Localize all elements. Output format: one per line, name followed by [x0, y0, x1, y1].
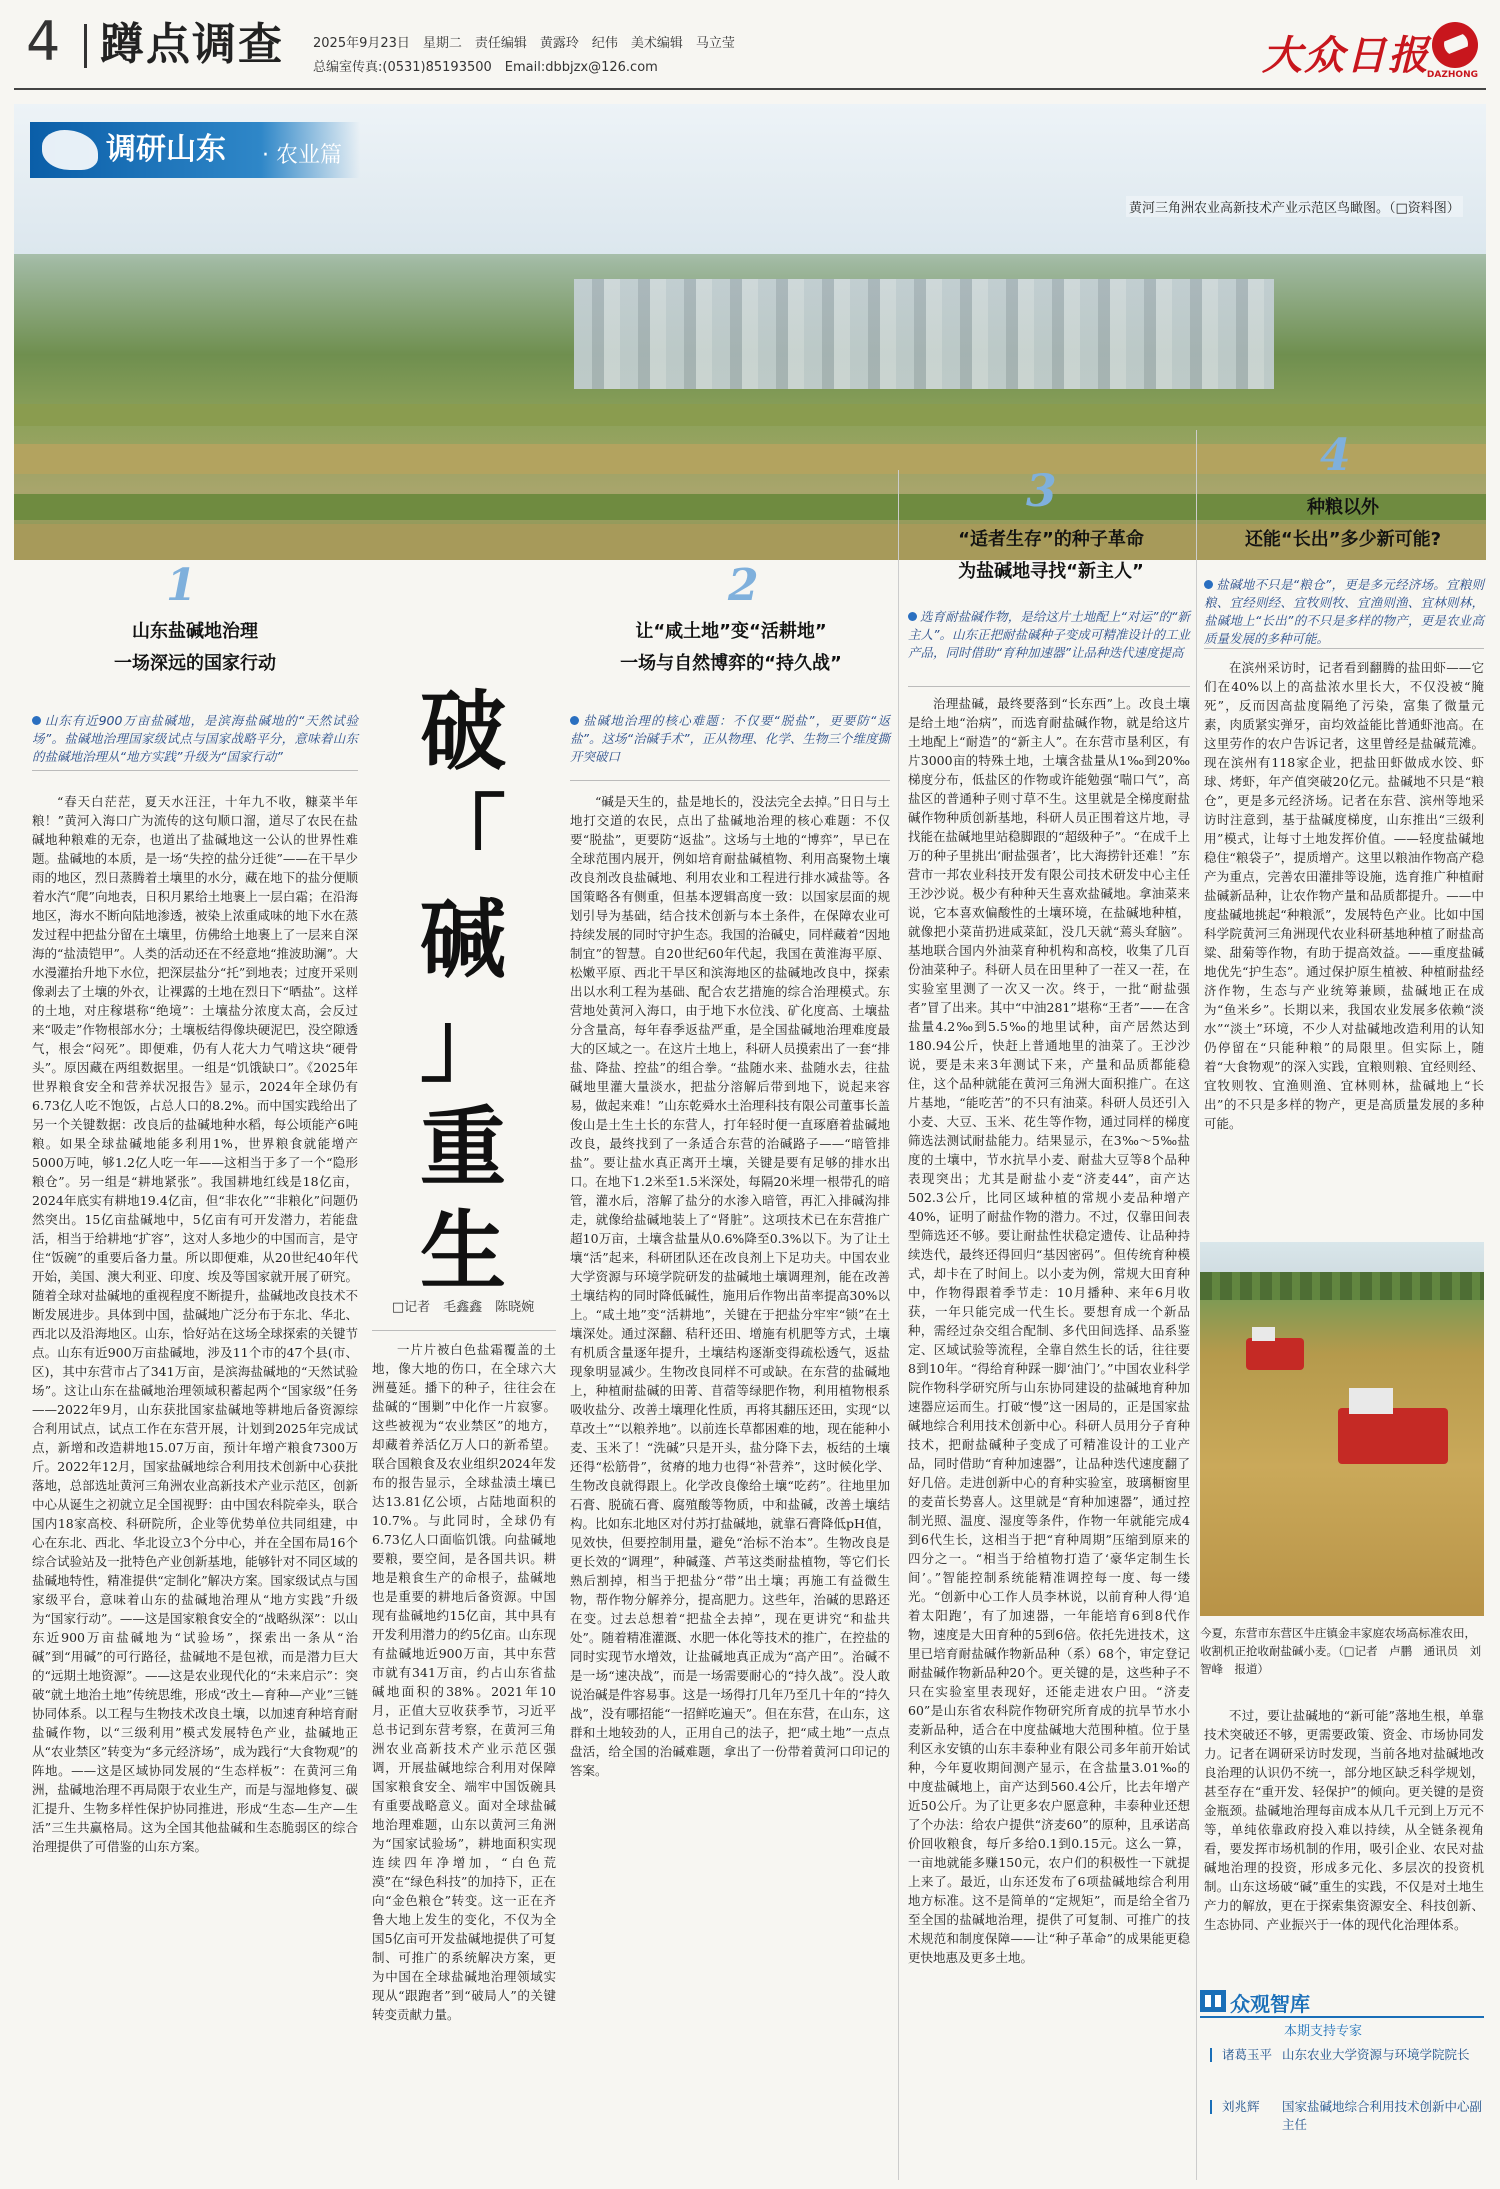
photo-caption: 黄河三角洲农业高新技术产业示范区鸟瞰图。（□资料图） [1126, 196, 1463, 217]
expert-marker [1210, 2048, 1212, 2062]
section-heading [906, 524, 1196, 588]
logo-subtext: DAZHONG [1426, 70, 1478, 80]
heading-line: 为盐碱地寻找“新主人” [958, 561, 1144, 582]
lead-bullet-icon [570, 716, 579, 725]
article-column [1204, 658, 1484, 1236]
expert-role: 国家盐碱地综合利用技术创新中心副主任 [1282, 2099, 1483, 2132]
lead-bullet-icon [32, 716, 41, 725]
date-editor-line: 2025年9月23日 星期二 责任编辑 黄露玲 纪伟 美术编辑 马立莹 [313, 36, 735, 51]
photo-city [574, 279, 1274, 389]
section-lead [570, 712, 890, 766]
section-heading [566, 616, 896, 680]
header-rule [14, 88, 1486, 90]
lead-text: 选育耐盐碱作物，是给这片土地配上“对运”的“新主人”。山东正把耐盐碱种子变成可精准设计的工业产品，同时借助“育种加速器”让品种迭代速度提高 [908, 609, 1190, 660]
expert-name: 诸葛玉平 [1222, 2047, 1273, 2062]
photo-caption: 今夏，东营市东营区牛庄镇金丰家庭农场高标准农田，收割机正抢收耐盐碱小麦。（□记者 卢鹏 通讯员 刘智峰 报道） [1200, 1626, 1482, 1676]
article-column [908, 694, 1190, 2180]
page-header [0, 0, 1500, 88]
column-text: 治理盐碱，最终要落到“长东西”上。改良土壤是给土地“治病”，而选育耐盐碱作物，就是给这片土地配上“耐造”的“新主人”。在东营市垦利区，有片3000亩的特殊土地，土壤含盐量从1‰到20‰梯度分布，低盐区的作物或许能勉强“喘口气”，高盐区的普通种子则寸草不生。这里就是全梯度耐盐碱作物种质创新基地，科研人员正围着这片地，寻找能在盐碱地里站稳脚跟的“超级种子”。“在成千上万的种子里挑出‘耐盐强者’，比大海捞针还难！”东营市一邦农业科技开发有限公司技术研发中心主任王沙沙说。极少有种种天生喜欢盐碱地。拿油菜来说，它本喜欢偏酸性的土壤环境，在盐碱地种植，就像把小菜苗扔进咸菜缸，没几天就“蔫头耷脑”。基地联合国内外油菜育种机构和高校，收集了几百份油菜种子。科研人员在田里种了一茬又一茬，在实验室里测了一次又一次。终于，一批“耐盐强者”冒了出来。其中“中油281”堪称“王者”——在含盐量4.2‰到5.5‰的地里试种，亩产居然达到180.94公斤，快赶上普通地里的油菜了。王沙沙说，要是未来3年测试下来，产量和品质都能稳住，这个品种就能在黄河三角洲大面积推广。在这片基地，“能吃苦”的不只有油菜。科研人员还引入小麦、大豆、玉米、花生等作物，通过同样的梯度筛选法测试耐盐能力。结果显示，在3‰～5‰盐度的土壤中，节水抗旱小麦、耐盐大豆等8个品种表现突出；尤其是耐盐小麦“济麦44”，亩产达502.3公斤，比同区域种植的常规小麦品种增产40%，证明了耐盐作物的潜力。不过，仅靠田间表型筛选还不够。要让耐盐性状稳定遗传、让品种持续迭代，最终还得回归“基因密码”。但传统育种模式，却卡在了时间上。以小麦为例，常规大田育种中，作物得跟着季节走：10月播种、来年6月收获，一年只能完成一代生长。要想育成一个新品种，需经过杂交组合配制、多代田间选择、品系鉴定、区域试验等流程，全靠自然生长的话，往往要8到10年。“得给育种踩一脚‘油门’。”中国农业科学院作物科学研究所与山东协同建设的盐碱地育种加速器应运而生。打破“慢”这一困局的，正是国家盐碱地综合利用技术创新中心。科研人员用分子育种技术，把耐盐碱种子变成了可精准设计的工业产品，同时借助“育种加速器”，让品种迭代速度翻了好几倍。走进创新中心的育种实验室，玻璃橱窗里的麦苗长势喜人。这里就是“育种加速器”，通过控制光照、温度、湿度等条件，作物一年就能完成4到6代生长，这相当于把“育种周期”压缩到原来的四分之一。“相当于给植物打造了‘豪华定制生长间’。”智能控制系统能精准调控每一度、每一缕光。“创新中心工作人员李林说，以前育种人得‘追着太阳跑’，有了加速器，一年能培育6到8代作物，速度是大田育种的5到6倍。依托先进技术，这里已培育耐盐碱作物新品种（系）68个，审定登记耐盐碱作物新品种20个。更关键的是，这些种子不只在实验室里表现好，还能走进农户田。“济麦60”是山东省农科院作物研究所育成的抗旱节水小麦新品种，适合在中度盐碱地大范围种植。位于垦利区永安镇的山东丰泰种业有限公司多年前开始试种，今年夏收期间测产显示，在含盐量3.01‰的中度盐碱地上，亩产达到560.4公斤，比去年增产近50公斤。为了让更多农户愿意种，丰泰种业还想了个办法：给农户提供“济麦60”的原种，且承诺高价回收粮食，每斤多给0.1到0.15元。这么一算，一亩地就能多赚150元，农户们的积极性一下就提上来了。最近，山东还发布了6项盐碱地综合利用地方标准。这不是简单的“定规矩”，而是给全省乃至全国的盐碱地治理，提供了可复制、可推广的技术规范和制度保障——让“种子革命”的成果能更稳更快地惠及更多土地。 [908, 696, 1190, 1965]
expert-role: 山东农业大学资源与环境学院院长 [1282, 2047, 1470, 2062]
section-lead [908, 608, 1190, 662]
section-title: 蹲点调查 [100, 19, 284, 70]
lead-rule [570, 780, 890, 781]
harvest-photo [1200, 1242, 1484, 1616]
title-char: 破 [420, 682, 506, 782]
think-tank-rule [1200, 2016, 1484, 2018]
column-text: “碱是天生的，盐是地长的，没法完全去掉。”日日与土地打交道的农民，点出了盐碱地治理的核心难题：不仅要“脱盐”，更要防“返盐”。这场与土地的“博弈”，早已在全球范围内展开，例如培育耐盐碱植物、利用高聚物土壤改良剂改良盐碱地、利用农业和工程进行排水减盐等。各国策略各有侧重，但基本逻辑高度一致：以国家层面的规划引导为基础，结合技术创新与本土条件，在保障农业可持续发展的同时守护生态。我国的治碱史，同样藏着“因地制宜”的智慧。自20世纪60年代起，我国在黄淮海平原、松嫩平原、西北干旱区和滨海地区的盐碱地改良中，探索出以水利工程为基础、配合农艺措施的综合治理模式。东营地处黄河入海口，由于地下水位浅、矿化度高、土壤盐分含量高，每年春季返盐严重，是全国盐碱地治理难度最大的区域之一。在这片土地上，科研人员摸索出了一套“排盐、降盐、控盐”的组合拳。“盐随水来、盐随水去，往盐碱地里灌大量淡水，把盐分溶解后带到地下，说起来容易，做起来难！”山东乾舜水土治理科技有限公司董事长盖俊山是土生土长的东营人，打年轻时便一直琢磨着盐碱地改良，最终找到了一条适合东营的治碱路子——“暗管排盐”。要让盐水真正离开土壤，关键是要有足够的排水出口。在地下1.2米至1.5米深处，每隔20米埋一根带孔的暗管，灌水后，溶解了盐分的水渗入暗管，再汇入排碱沟排走，就像给盐碱地装上了“肾脏”。这项技术已在东营推广超10万亩，土壤含盐量从0.6%降至0.3%以下。为了让土壤“活”起来，科研团队还在改良剂上下足功夫。中国农业大学资源与环境学院研发的盐碱地土壤调理剂，能在改善土壤结构的同时降低碱性，施用后作物出苗率提高30%以上。“咸土地”变“活耕地”，关键在于把盐分牢牢“锁”在土壤深处。通过深翻、秸秆还田、增施有机肥等方式，土壤有机质含量逐年提升，土壤结构逐渐变得疏松透气，返盐现象明显减少。生物改良同样不可或缺。在东营的盐碱地上，种植耐盐碱的田菁、苜蓿等绿肥作物，利用植物根系吸收盐分、改善土壤理化性质，再将其翻压还田，实现“以草改土”“以粮养地”。以前连长草都困难的地，现在能种小麦、玉米了！“洗碱”只是开头，盐分降下去，板结的土壤还得“松筋骨”，贫瘠的地力也得“补营养”，这时候化学、生物改良就得跟上。化学改良像给土壤“吃药”。往地里加石膏、脱硫石膏、腐殖酸等物质，中和盐碱，改善土壤结构。比如东北地区对付苏打盐碱地，就靠石膏降低pH值，见效快，但要控制用量，避免“治标不治本”。生物改良是更长效的“调理”，种碱蓬、芦苇这类耐盐植物，等它们长熟后割掉，相当于把盐分“带”出土壤；再施工有益微生物，帮作物分解养分，提高肥力。这些年，治碱的思路还在变。过去总想着“把盐全去掉”，现在更讲究“和盐共处”。随着精准灌溉、水肥一体化等技术的推广，在控盐的同时实现节水增效，让盐碱地真正成为“高产田”。治碱不是一场“速决战”，而是一场需要耐心的“持久战”。没人敢说治碱是件容易事。这是一场得打几年乃至几十年的“持久战”，没有哪招能“一招鲜吃遍天”。但在东营，在山东，这群和土地较劲的人，正用自己的法子，把“咸土地”一点点盘活，给全国的治碱难题，拿出了一份带着黄河口印记的答案。 [570, 794, 890, 1778]
lead-bullet-icon [908, 612, 917, 621]
section-number: 3 [1026, 466, 1057, 517]
think-tank-icon [1200, 1990, 1226, 2012]
section-lead [32, 712, 358, 766]
think-tank-title: 众观智库 [1230, 1992, 1310, 2016]
shandong-map-icon [42, 130, 98, 170]
title-char: 碱 [420, 890, 506, 990]
column-divider [898, 470, 899, 2180]
title-char: 生 [420, 1202, 506, 1302]
lead-rule [32, 770, 358, 771]
lead-rule [908, 686, 1190, 687]
banner-title: 调研山东 [106, 132, 226, 167]
article-column [570, 792, 890, 2180]
section-lead [1204, 576, 1484, 648]
column-text: “春天白茫茫，夏天水汪汪，十年九不收，糠菜半年粮！”黄河入海口广为流传的这句顺口溜，道尽了农民在盐碱地种粮难的无奈，也道出了盐碱地这一公认的世界性难题。盐碱地的本质，是一场“失控的盐分迁徙”——在干旱少雨的地区，烈日蒸腾着土壤里的水分，藏在地下的盐分便顺着水汽“爬”向地表，日积月累给土地裹上一层白霜；在沿海地区，海水不断向陆地渗透，被染上浓重咸味的地下水在蒸发过程中把盐分留在土壤里，仿佛给土地裹上了一层来自深海的“盐渍铠甲”。人类的活动还在不经意地“推波助澜”。大水漫灌抬升地下水位，把深层盐分“托”到地表；过度开采则像剥去了土壤的外衣，让裸露的土地在烈日下“晒盐”。这样的土地，对庄稼堪称“绝境”：土壤盐分浓度太高，会反过来“吸走”作物根部水分；土壤板结得像块硬泥巴，没空隙透气，根会“闷死”。即便难，仍有人花大力气啃这块“硬骨头”。原因藏在两组数据里。一组是“饥饿缺口”。《2025年世界粮食安全和营养状况报告》显示，2024年全球仍有6.73亿人吃不饱饭，占总人口的8.2%。而中国实践给出了另一个关键数据：改良后的盐碱地种水稻，每公顷能产6吨粮。如果全球盐碱地能多利用1%，世界粮食就能增产5000万吨，够1.2亿人吃一年——这相当于多了一个“隐形粮仓”。另一组是“耕地紧张”。我国耕地红线是18亿亩，2024年底实有耕地19.4亿亩，但“非农化”“非粮化”问题仍然突出。15亿亩盐碱地中，5亿亩有可开发潜力，若能盘活，相当于给耕地“扩容”，这对人多地少的中国而言，是守住“饭碗”的重要后备力量。所以即便难，从20世纪40年代开始，美国、澳大利亚、印度、埃及等国家就开展了研究。随着全球对盐碱地的重视程度不断提升，盐碱地改良技术不断发展进步。具体到中国，盐碱地广泛分布于东北、华北、西北以及沿海地区。山东，恰好站在这场全球探索的关键节点。山东有近900万亩盐碱地，涉及11个市的47个县(市、区)，其中东营市占了341万亩，是滨海盐碱地的“天然试验场”。这让山东在盐碱地治理领域积蓄起两个“国家级”任务——2022年9月，山东获批国家盐碱地等耕地后备资源综合利用试点，试点工作在东营开展，计划到2025年完成试点，新增和改造耕地15.07万亩，预计年增产粮食7300万斤。2022年12月，国家盐碱地综合利用技术创新中心获批落地，总部选址黄河三角洲农业高新技术产业示范区，创新中心从诞生之初就立足全国视野：由中国农科院牵头，联合国内18家高校、科研院所，企业等优势单位共同组建，中心在东北、西北、华北设立3个分中心，并在全国布局16个综合试验站及一批特色产业创新基地，能够针对不同区域的盐碱地特性，精准提供“定制化”解决方案。国家级试点与国家级平台，意味着山东的盐碱地治理从“地方实践”升级为“国家行动”。——这是国家粮食安全的“战略纵深”：以山东近900万亩盐碱地为“试验场”，探索出一条从“治碱”到“用碱”的可行路径，盐碱地不是包袱，而是潜力巨大的“远期土地资源”。——这是农业现代化的“未来启示”：突破“就土地治土地”传统思维，形成“改土—育种—产业”三链协同体系。以工程与生物技术改良土壤，以加速育种培育耐盐碱作物，以“三级利用”模式发展特色产业，盐碱地正从“农业禁区”转变为“多元经济场”，成为践行“大食物观”的阵地。——这是区域协同发展的“生态样板”：在黄河三角洲，盐碱地治理不再局限于农业生产，而是与湿地修复、碳汇提升、生物多样性保护协同推进，形成“生态—生产—生活”三生共赢格局。这为全国其他盐碱和生态脆弱区的综合治理提供了可借鉴的山东方案。 [32, 794, 358, 1854]
header-divider [84, 24, 87, 68]
think-tank-subtitle: 本期支持专家 [1284, 2024, 1363, 2039]
logo-icon [1432, 22, 1478, 68]
section-heading [1200, 492, 1486, 556]
article-column [32, 792, 358, 2180]
expert-name: 刘兆辉 [1222, 2099, 1260, 2114]
lead-text: 山东有近900万亩盐碱地，是滨海盐碱地的“天然试验场”。盐碱地治理国家级试点与国家战略平分，意味着山东的盐碱地治理从“地方实践”升级为“国家行动” [32, 713, 358, 764]
page-number: 4 [26, 10, 61, 73]
section-heading [30, 616, 360, 680]
title-char: 」 [420, 994, 506, 1094]
byline-rule [372, 1330, 556, 1331]
contact-line: 总编室传真:(0531)85193500 Email:dbbjzx@126.com [313, 60, 658, 75]
column-text: 不过，要让盐碱地的“新可能”落地生根，单靠技术突破还不够，更需要政策、资金、市场协同发力。记者在调研采访时发现，当前各地对盐碱地改良治理的认识仍不统一，部分地区缺乏科学规划，甚至存在“重开发、轻保护”的倾向。更关键的是资金瓶颈。盐碱地治理每亩成本从几千元到上万元不等，单纯依靠政府投入难以持续，从全链条视角看，要发挥市场机制的作用，吸引企业、农民对盐碱地治理的投资，形成多元化、多层次的投资机制。山东这场破“碱”重生的实践，不仅是对土地生产力的解放，更在于探索集资源安全、科技创新、生态协同、产业振兴于一体的现代化治理体系。 [1204, 1708, 1484, 1932]
lead-text: 盐碱地治理的核心难题：不仅要“脱盐”，更要防“返盐”。这场“治碱手术”，正从物理、化学、生物三个维度撕开突破口 [570, 713, 890, 764]
heading-line: 一场与自然博弈的“持久战” [620, 653, 842, 674]
column-text: 在滨州采访时，记者看到翻腾的盐田虾——它们在40%以上的高盐浓水里长大，不仅没被“腌死”，反而因高盐度隔绝了污染，富集了微量元素，肉质紧实弹牙，亩均效益能比普通虾池高。在这里劳作的农户告诉记者，这里曾经是盐碱荒滩。现在滨州有118家企业，把盐田虾做成水饺、虾球、烤虾，年产值突破20亿元。盐碱地不只是“粮仓”，更是多元经济场。记者在东营、滨州等地采访时注意到，基于盐碱度梯度，山东推出“三级利用”模式，让每寸土地发挥价值。——轻度盐碱地稳住“粮袋子”，提质增产。这里以粮油作物高产稳产为重点，完善农田灌排等设施，选育推广种植耐盐碱新品种，让农作物产量和品质都提升。——中度盐碱地挑起“种粮派”，发展特色产业。比如中国科学院黄河三角洲现代农业科研基地种植了耐盐高粱、甜菊等作物，有助于提高效益。——重度盐碱地优先“护生态”。通过保护原生植被、种植耐盐经济作物，生态与产业统筹兼顾，盐碱地正在成为“鱼米乡”。长期以来，我国农业发展多依赖“淡水”“淡土”环境，不少人对盐碱地改造利用的认知仍停留在“只能种粮”的局限里。但实际上，随着“大食物观”的深入实践，宜粮则粮、宜经则经、宜牧则牧、宜渔则渔、宜林则林，盐碱地上“长出”的不只是多样的物产，更是高质量发展的多种可能。 [1204, 660, 1484, 1131]
section-number: 2 [728, 560, 759, 611]
harvester-icon [1338, 1408, 1448, 1464]
title-char: 重 [420, 1098, 506, 1198]
lead-text: 盐碱地不只是“粮仓”，更是多元经济场。宜粮则粮、宜经则经、宜牧则牧、宜渔则渔、宜林则林，盐碱地上“长出”的不只是多样的物产，更是农业高质量发展的多种可能。 [1204, 577, 1484, 646]
heading-line: “适者生存”的种子革命 [958, 529, 1144, 550]
banner-subtitle: · 农业篇 [262, 143, 342, 168]
section-number: 1 [166, 560, 197, 611]
article-column [1204, 1706, 1484, 1978]
column-text: 一片片被白色盐霜覆盖的土地，像大地的伤口，在全球六大洲蔓延。播下的种子，往往会在盐碱的“围剿”中化作一片寂寥。这些被视为“农业禁区”的地方，却藏着养活亿万人口的新希望。联合国粮食及农业组织2024年发布的报告显示，全球盐渍土壤已达13.81亿公顷，占陆地面积的10.7%。与此同时，全球仍有6.73亿人口面临饥饿。向盐碱地要粮，要空间，是各国共识。耕地是粮食生产的命根子，盐碱地也是重要的耕地后备资源。中国现有盐碱地约15亿亩，其中具有开发利用潜力的约5亿亩。山东现有盐碱地近900万亩，其中东营市就有341万亩，约占山东省盐碱地面积的38%。2021年10月，正值大豆收获季节，习近平总书记到东营考察，在黄河三角洲农业高新技术产业示范区强调，开展盐碱地综合利用对保障国家粮食安全、端牢中国饭碗具有重要战略意义。面对全球盐碱地治理难题，山东以黄河三角洲为“国家试验场”，耕地面积实现连续四年净增加，“白色荒漠”在“绿色科技”的加持下，正在向“金色粮仓”转变。这一正在齐鲁大地上发生的变化，不仅为全国5亿亩可开发盐碱地提供了可复制、可推广的系统解决方案，更为中国在全球盐碱地治理领域实现从“跟跑者”到“破局人”的关键转变贡献力量。 [372, 1342, 556, 2022]
title-char: 「 [420, 786, 506, 886]
intro-column [372, 1340, 556, 2180]
harvester-icon [1246, 1338, 1304, 1370]
expert-marker [1210, 2100, 1212, 2114]
lead-bullet-icon [1204, 580, 1213, 589]
column-divider [1196, 430, 1197, 2180]
series-banner [30, 122, 360, 178]
heading-line: 让“咸土地”变“活耕地” [635, 621, 827, 642]
byline: □记者 毛鑫鑫 陈晓婉 [391, 1300, 535, 1315]
heading-line: 种粮以外 [1307, 497, 1379, 518]
section-number: 4 [1320, 430, 1351, 481]
photo-field [14, 444, 1486, 474]
main-title [398, 680, 528, 1304]
newspaper-logo: 大众日报 [1262, 32, 1430, 79]
photo-treeline [1200, 1272, 1484, 1300]
heading-line: 还能“长出”多少新可能? [1244, 529, 1442, 550]
heading-line: 山东盐碱地治理 [132, 621, 258, 642]
heading-line: 一场深远的国家行动 [114, 653, 276, 674]
lead-rule [1204, 648, 1484, 649]
photo-field [14, 404, 1486, 426]
